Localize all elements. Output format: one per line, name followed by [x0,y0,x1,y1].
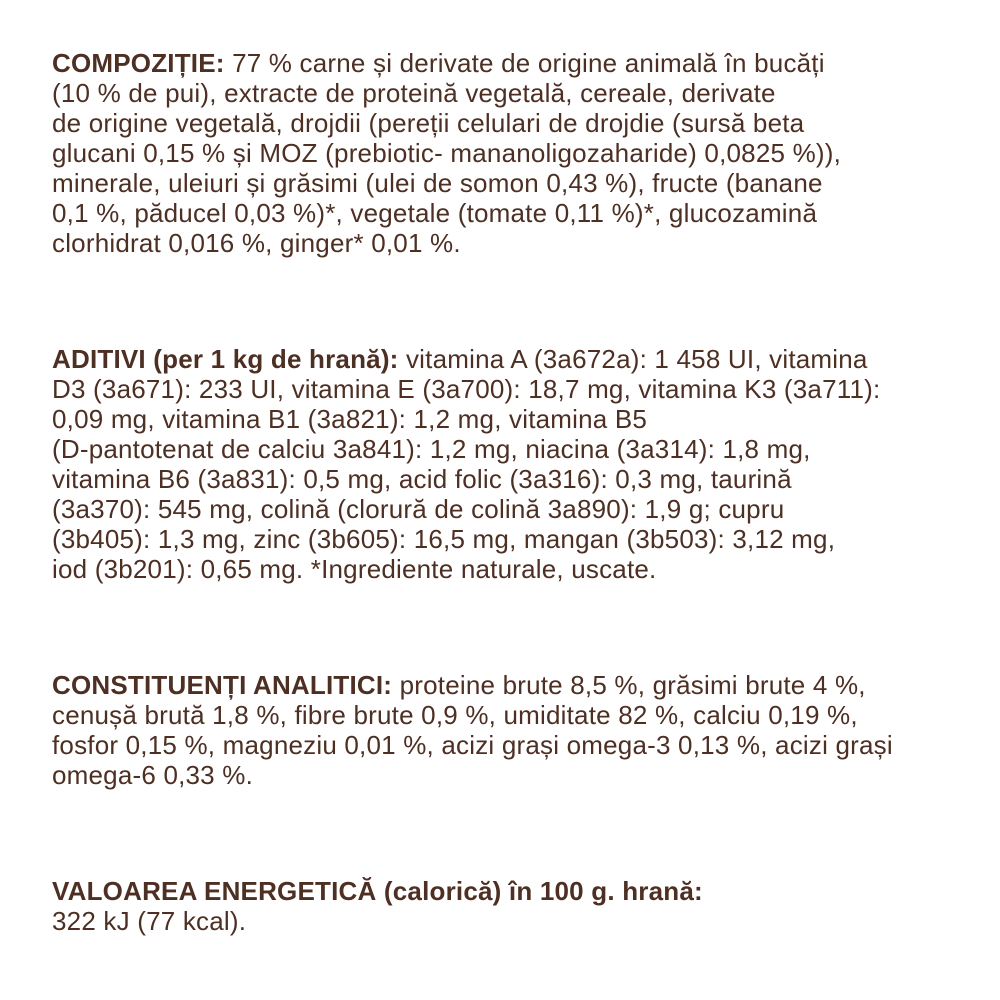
section-composition [52,48,960,258]
additives-heading: ADITIVI (per 1 kg de hrană): [52,344,399,374]
section-energy [52,876,960,936]
analytical-line-2: cenușă brută 1,8 %, fibre brute 0,9 %, umiditate 82 %, calciu 0,19 %, [52,700,858,730]
additives-line-2: D3 (3a671): 233 UI, vitamina E (3a700): 18,7 mg, vitamina K3 (3a711): [52,374,881,404]
energy-heading: VALOAREA ENERGETICĂ (calorică) în 100 g. hrană: [52,876,703,906]
analytical-line-3: fosfor 0,15 %, magneziu 0,01 %, acizi grași omega-3 0,13 %, acizi grași [52,730,893,760]
composition-line-3: de origine vegetală, drojdii (pereții celulari de drojdie (sursă beta [52,108,805,138]
composition-line-2: (10 % de pui), extracte de proteină vegetală, cereale, derivate [52,78,776,108]
composition-line-1: 77 % carne și derivate de origine animală în bucăți [224,48,825,78]
composition-line-4: glucani 0,15 % și MOZ (prebiotic- mananoligozaharide) 0,0825 %)), [52,138,842,168]
energy-line-2: 322 kJ (77 kcal). [52,906,247,936]
composition-line-5: minerale, uleiuri și grăsimi (ulei de somon 0,43 %), fructe (banane [52,168,823,198]
additives-line-7: (3b405): 1,3 mg, zinc (3b605): 16,5 mg, mangan (3b503): 3,12 mg, [52,524,836,554]
composition-line-7: clorhidrat 0,016 %, ginger* 0,01 %. [52,228,461,258]
composition-heading: COMPOZIȚIE: [52,48,225,78]
additives-line-6: (3a370): 545 mg, colină (clorură de colină 3a890): 1,9 g; cupru [52,494,785,524]
additives-line-1: vitamina A (3a672a): 1 458 UI, vitamina [398,344,868,374]
analytical-line-4: omega-6 0,33 %. [52,760,254,790]
additives-heading-line [52,344,960,374]
composition-heading-line [52,48,960,78]
section-additives [52,344,960,584]
analytical-heading: CONSTITUENȚI ANALITICI: [52,670,393,700]
section-analytical [52,670,960,790]
additives-line-3: 0,09 mg, vitamina B1 (3a821): 1,2 mg, vitamina B5 [52,404,648,434]
analytical-heading-line [52,670,960,700]
analytical-line-1: proteine brute 8,5 %, grăsimi brute 4 %, [392,670,866,700]
energy-heading-line [52,876,960,906]
additives-line-5: vitamina B6 (3a831): 0,5 mg, acid folic (3a316): 0,3 mg, taurină [52,464,792,494]
additives-line-4: (D-pantotenat de calciu 3a841): 1,2 mg, niacina (3a314): 1,8 mg, [52,434,811,464]
composition-line-6: 0,1 %, păducel 0,03 %)*, vegetale (tomate 0,11 %)*, glucozamină [52,198,818,228]
additives-line-8: iod (3b201): 0,65 mg. *Ingrediente naturale, uscate. [52,554,657,584]
